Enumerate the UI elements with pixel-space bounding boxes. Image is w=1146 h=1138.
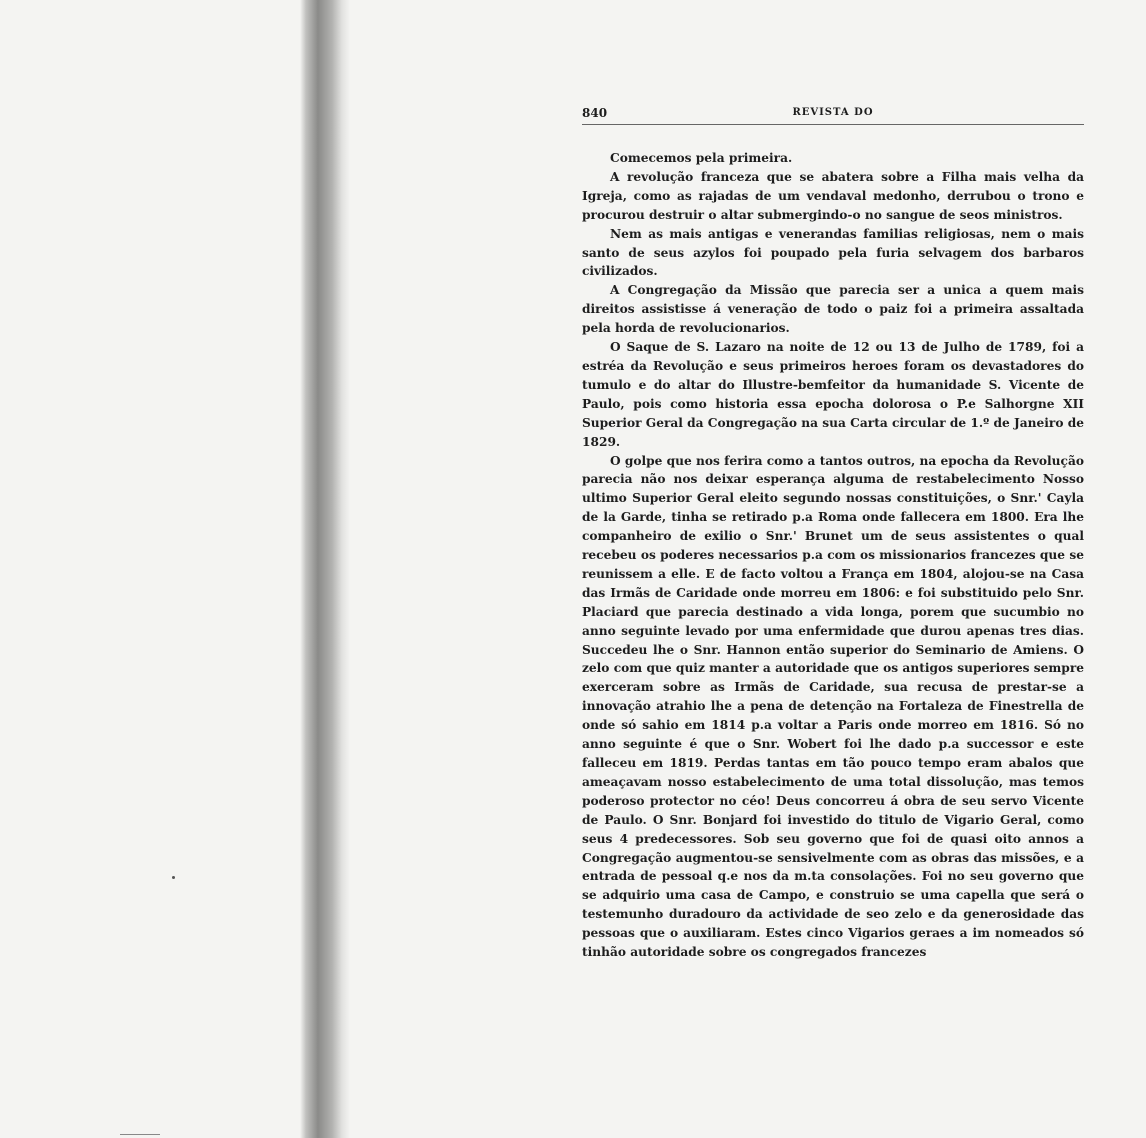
page-number: 840 <box>582 106 608 120</box>
paper-speck <box>172 876 175 879</box>
book-gutter-shadow <box>300 0 350 1138</box>
paragraph: Comecemos pela primeira. <box>610 151 793 165</box>
running-title: REVISTA DO <box>792 107 874 118</box>
body-text <box>582 149 1084 962</box>
running-header <box>582 104 1084 125</box>
scan-edge-mark <box>120 1134 160 1135</box>
paragraph: O golpe que nos ferira como a tantos outros, na epocha da Revolução parecia não nos deixar esperança alguma de restabelecimento Nosso ultimo Superior Geral eleito segundo nossas constituições, o Snr.' Cayla de la Garde, tinha se retirado p.a Roma onde fallecera em 1800. Era lhe companheiro de exilio o Snr.' Brunet um de seus assistentes o qual recebeu os poderes necessarios p.a com os missionarios francezes que se reunissem a elle. E de facto voltou a França em 1804, alojou-se na Casa das Irmãs de Caridade onde morreu em 1806: e foi substituido pelo Snr. Placiard que parecia destinado a vida longa, porem que sucumbio no anno seguinte levado por uma enfermidade que durou apenas tres dias. Succedeu lhe o Snr. Hannon então superior do Seminario de Amiens. O zelo com que quiz manter a autoridade que os antigos superiores sempre exerceram sobre as Irmãs de Caridade, sua recusa de prestar-se a innovação atrahio lhe a pena de detenção na Fortaleza de Finestrella de onde só sahio em 1814 p.a voltar a Paris onde morreo em 1816. Só no anno seguinte é que o Snr. Wobert foi lhe dado p.a successor e este falleceu em 1819. Perdas tantas em tão pouco tempo eram abalos que ameaçavam nosso estabelecimento de uma total dissolução, mas temos poderoso protector no céo! Deus concorreu á obra de seu servo Vicente de Paulo. O Snr. Bonjard foi investido do titulo de Vigario Geral, como seus 4 predecessores. Sob seu governo que foi de quasi oito annos a Congregação augmentou-se sensivelmente com as obras das missões, e a entrada de pessoal q.e nos da m.ta consolações. Foi no seu governo que se adquirio uma casa de Campo, e construio se uma capella que será o testemunho duradouro da actividade de seo zelo e da generosidade das pessoas que o auxiliaram. Estes cinco Vigarios geraes a im nomeados só tinhão autoridade sobre os congregados francezes <box>582 453 1084 960</box>
paragraph: A Congregação da Missão que parecia ser a unica a quem mais direitos assistisse á veneração de todo o paiz foi a primeira assaltada pela horda de revolucionarios. <box>582 283 1084 336</box>
book-page <box>582 104 1084 962</box>
paragraph: Nem as mais antigas e venerandas familias religiosas, nem o mais santo de seus azylos foi poupado pela furia selvagem dos barbaros civilizados. <box>582 226 1084 279</box>
paragraph: O Saque de S. Lazaro na noite de 12 ou 13 de Julho de 1789, foi a estréa da Revolução e seus primeiros heroes foram os devastadores do tumulo e do altar do Illustre-bemfeitor da humanidade S. Vicente de Paulo, pois como historia essa epocha dolorosa o P.e Salhorgne XII Superior Geral da Congregação na sua Carta circular de 1.º de Janeiro de 1829. <box>582 340 1084 449</box>
paragraph: A revolução franceza que se abatera sobre a Filha mais velha da Igreja, como as rajadas de um vendaval medonho, derrubou o trono e procurou destruir o altar submergindo-o no sangue de seos ministros. <box>582 169 1084 222</box>
